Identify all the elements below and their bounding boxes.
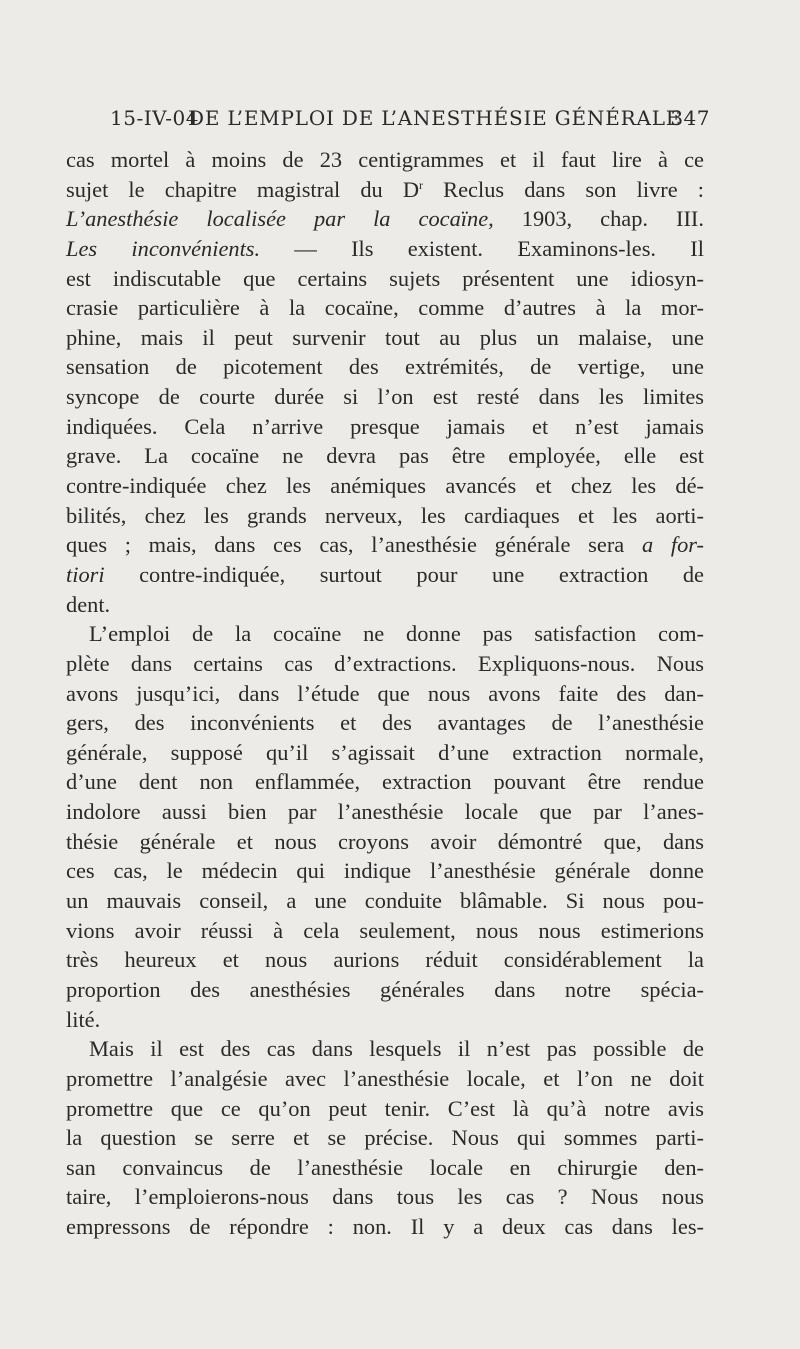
text-line: est indiscutable que certains sujets présentent une idiosyn- xyxy=(66,265,704,291)
text-line: L’emploi de la cocaïne ne donne pas satisfaction com- xyxy=(89,621,704,647)
text-line: proportion des anesthésies générales dans notre spécia- xyxy=(66,976,704,1002)
text-line: ces cas, le médecin qui indique l’anesthésie générale donne xyxy=(66,858,704,884)
text-line: plète dans certains cas d’extractions. Expliquons-nous. Nous xyxy=(66,650,704,676)
text-line: un mauvais conseil, a une conduite blâmable. Si nous pou- xyxy=(66,888,704,914)
text-line: la question se serre et se précise. Nous qui sommes parti- xyxy=(66,1125,704,1151)
text-line: très heureux et nous aurions réduit considérablement la xyxy=(66,947,704,973)
text-line: gers, des inconvénients et des avantages de l’anesthésie xyxy=(66,710,704,736)
text-line: ques ; mais, dans ces cas, l’anesthésie générale sera a for- xyxy=(66,532,704,558)
text-line: avons jusqu’ici, dans l’étude que nous avons faite des dan- xyxy=(66,680,704,706)
page-number: 347 xyxy=(670,106,710,130)
text-line: promettre que ce qu’on peut tenir. C’est là qu’à notre avis xyxy=(66,1095,704,1121)
text-line: cas mortel à moins de 23 centigrammes et il faut lire à ce xyxy=(66,147,704,172)
text-line: san convaincus de l’anesthésie locale en chirurgie den- xyxy=(66,1154,704,1180)
text-line: Mais il est des cas dans lesquels il n’est pas possible de xyxy=(89,1036,704,1062)
text-line: générale, supposé qu’il s’agissait d’une extraction normale, xyxy=(66,739,704,765)
text-line: L’anesthésie localisée par la cocaïne, 1903, chap. III. xyxy=(66,206,704,232)
text-line: d’une dent non enflammée, extraction pouvant être rendue xyxy=(66,769,704,795)
section-heading-italic: Les inconvénients. xyxy=(66,235,261,261)
text-line: lité. xyxy=(66,1006,101,1032)
text-line: sujet le chapitre magistral du $D^r$ Reclus dans son livre : xyxy=(66,176,704,202)
text-line: crasie particulière à la cocaïne, comme d’autres à la mor- xyxy=(66,295,704,321)
book-title-italic: L’anesthésie localisée par la cocaïne, xyxy=(66,206,494,232)
text-line: thésie générale et nous croyons avoir démontré que, dans xyxy=(66,828,704,854)
text-line: dent. xyxy=(66,591,111,617)
text-line: taire, l’emploierons-nous dans tous les cas ? Nous nous xyxy=(66,1184,704,1210)
text-line: indiquées. Cela n’arrive presque jamais et n’est jamais xyxy=(66,413,704,439)
running-header xyxy=(110,106,710,138)
header-title: DE L’EMPLOI DE L’ANESTHÉSIE GÉNÉRALE xyxy=(188,106,682,130)
text-line: bilités, chez les grands nerveux, les cardiaques et les aorti- xyxy=(66,502,704,528)
text-line: Les inconvénients. — Ils existent. Examinons-les. Il xyxy=(66,235,704,261)
text-line: syncope de courte durée si l’on est resté dans les limites xyxy=(66,384,704,410)
text-line: phine, mais il peut survenir tout au plus un malaise, une xyxy=(66,324,704,350)
text-line: vions avoir réussi à cela seulement, nous nous estimerions xyxy=(66,917,704,943)
text-line: sensation de picotement des extrémités, de vertige, une xyxy=(66,354,704,380)
text-line: indolore aussi bien par l’anesthésie locale que par l’anes- xyxy=(66,799,704,825)
text-line: tiori contre-indiquée, surtout pour une extraction de xyxy=(66,561,704,587)
text-line: empressons de répondre : non. Il y a deux cas dans les- xyxy=(66,1214,704,1240)
text-line: grave. La cocaïne ne devra pas être employée, elle est xyxy=(66,443,704,469)
header-date: 15-IV-04 xyxy=(110,106,199,130)
body-text xyxy=(66,145,704,1242)
text-line: promettre l’analgésie avec l’anesthésie locale, et l’on ne doit xyxy=(66,1065,704,1091)
text-line: contre-indiquée chez les anémiques avancés et chez les dé- xyxy=(66,473,704,499)
